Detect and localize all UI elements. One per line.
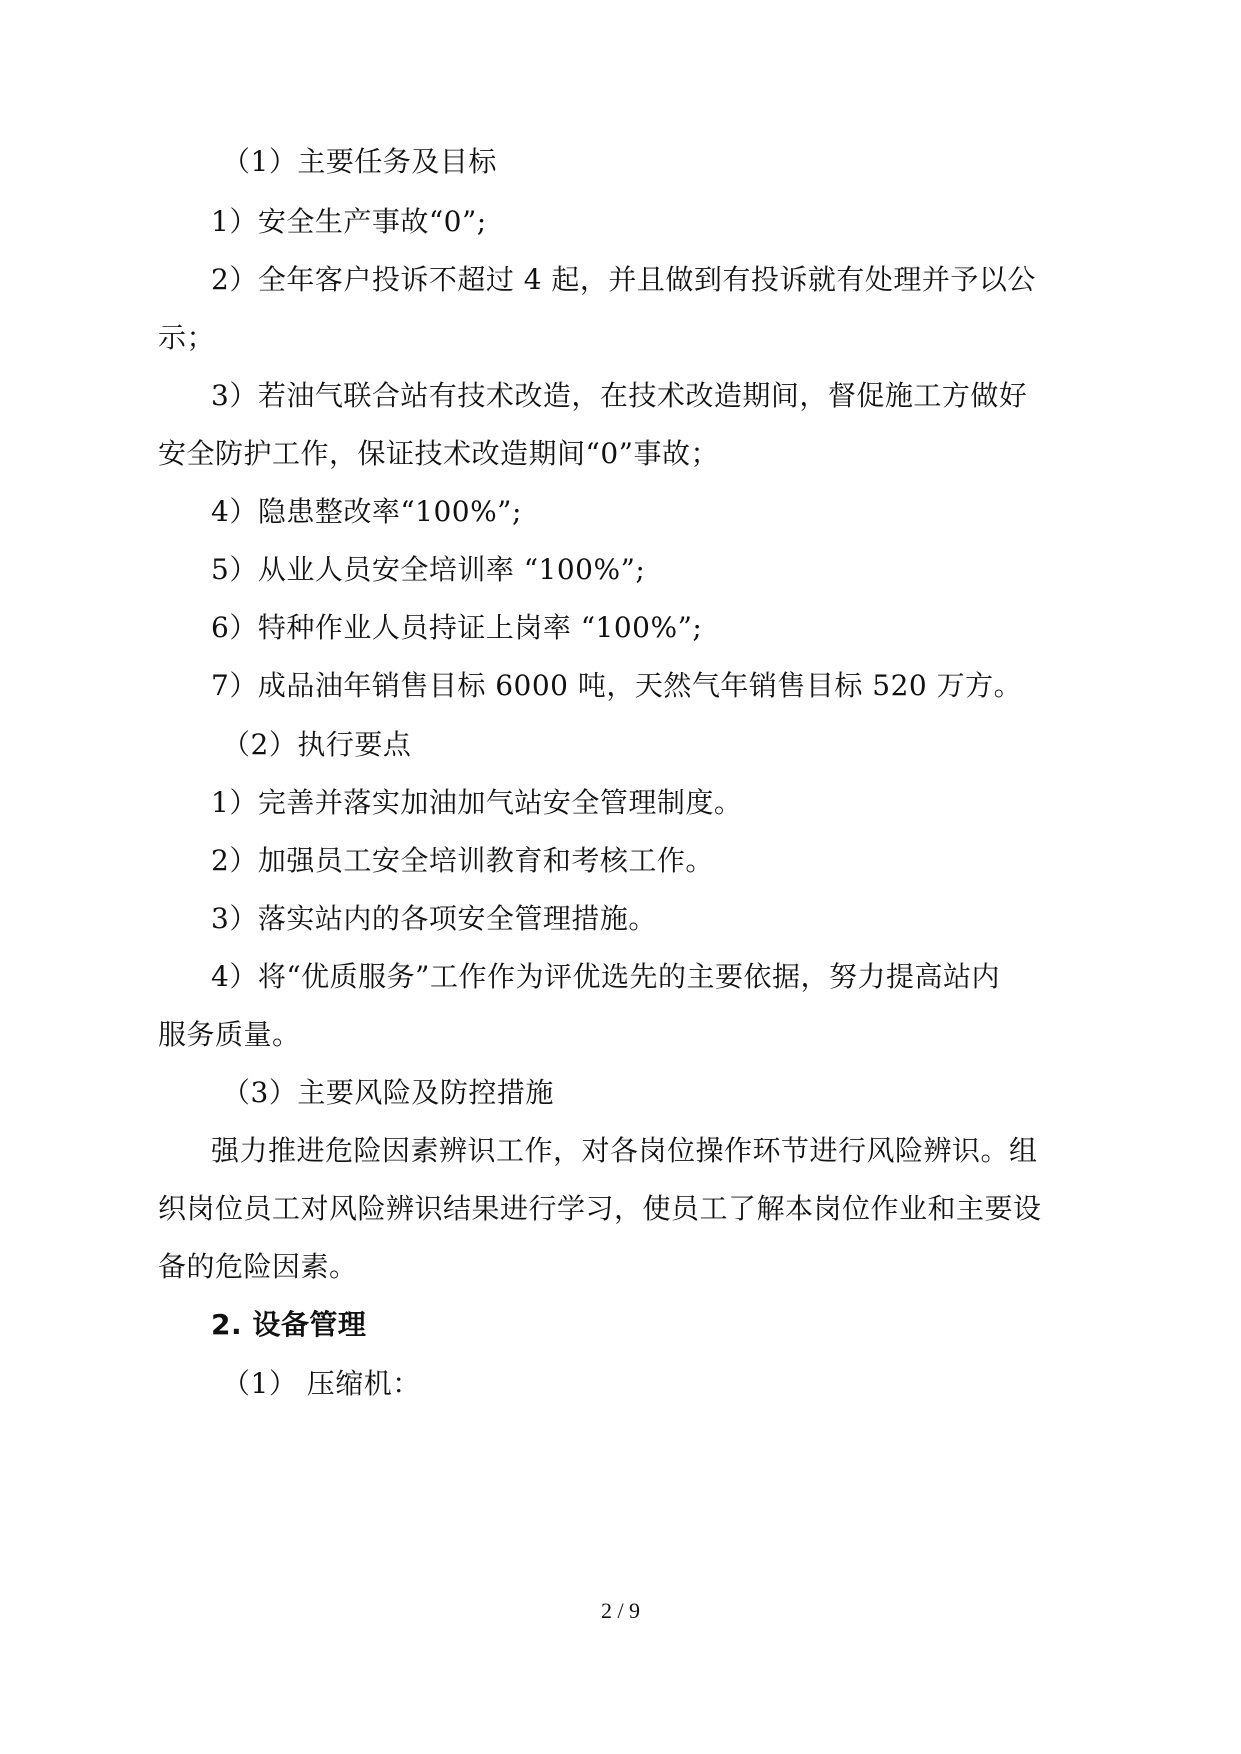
task-item-1: 1）安全生产事故“0”; — [211, 205, 487, 238]
task-item-2-continued: 示； — [158, 321, 216, 354]
risk-paragraph-line-3: 备的危险因素。 — [158, 1250, 358, 1283]
task-item-3-continued: 安全防护工作，保证技术改造期间“0”事故； — [158, 437, 719, 470]
task-item-7: 7）成品油年销售目标 6000 吨，天然气年销售目标 520 万方。 — [211, 669, 1023, 702]
execution-item-1: 1）完善并落实加油加气站安全管理制度。 — [211, 786, 743, 819]
page-number: 2 / 9 — [600, 1598, 641, 1623]
section-heading-tasks: （1）主要任务及目标 — [222, 145, 497, 178]
execution-item-4: 4）将“优质服务”工作作为评优选先的主要依据，努力提高站内 — [211, 960, 1000, 993]
task-item-6: 6）特种作业人员持证上岗率 “100%”; — [211, 611, 703, 644]
section-heading-risks: （3）主要风险及防控措施 — [222, 1076, 554, 1109]
task-item-5: 5）从业人员安全培训率 “100%”; — [211, 553, 646, 586]
task-item-2: 2）全年客户投诉不超过 4 起，并且做到有投诉就有处理并予以公 — [211, 263, 1036, 296]
execution-item-4-continued: 服务质量。 — [158, 1018, 301, 1051]
section-heading-execution: （2）执行要点 — [222, 728, 412, 761]
execution-item-3: 3）落实站内的各项安全管理措施。 — [211, 902, 657, 935]
risk-paragraph-line-2: 织岗位员工对风险辨识结果进行学习，使员工了解本岗位作业和主要设 — [158, 1192, 1042, 1225]
execution-item-2: 2）加强员工安全培训教育和考核工作。 — [211, 844, 714, 877]
task-item-3: 3）若油气联合站有技术改造，在技术改造期间，督促施工方做好 — [211, 379, 1028, 412]
task-item-4: 4）隐患整改率“100%”; — [211, 495, 522, 528]
risk-paragraph-line-1: 强力推进危险因素辨识工作，对各岗位操作环节进行风险辨识。组 — [211, 1134, 1038, 1167]
section-heading-equipment: 2. 设备管理 — [211, 1308, 367, 1341]
equipment-item-compressor: （1） 压缩机： — [222, 1367, 421, 1400]
